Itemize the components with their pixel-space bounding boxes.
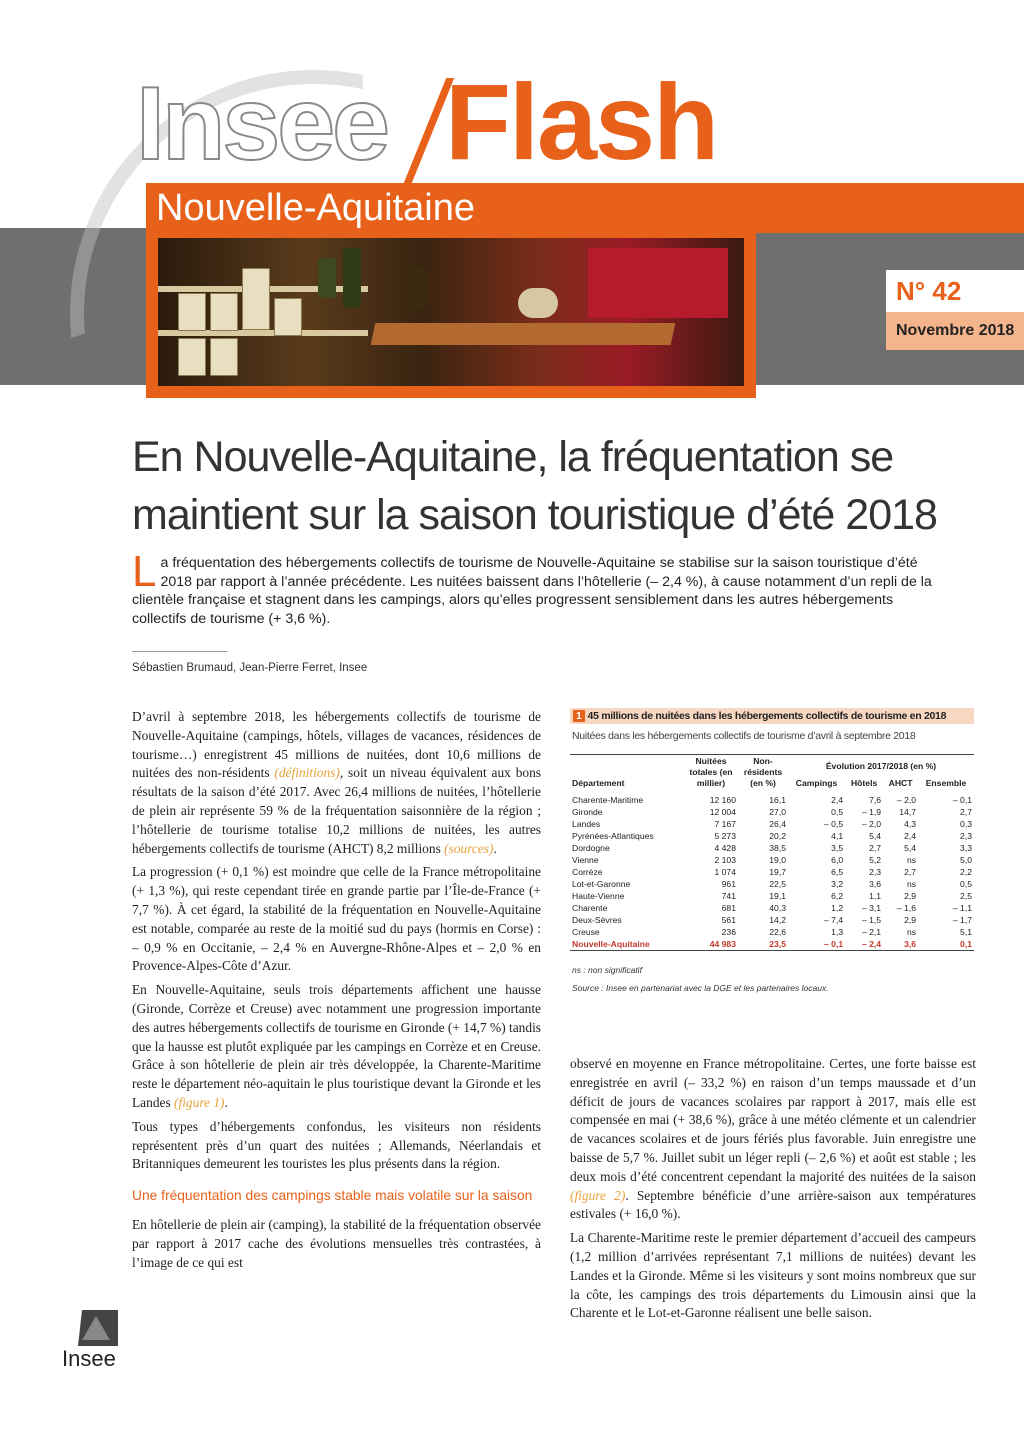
table-row	[570, 926, 974, 938]
table-cell-ahct: 2,9	[904, 915, 917, 925]
table-cell-ensemble: – 0,1	[952, 795, 972, 805]
col-header-nonres: Non-résidents (en %)	[738, 755, 788, 791]
table-cell-camping: – 0,1	[824, 939, 844, 949]
table-cell-nonres: 26,4	[769, 819, 786, 829]
table-cell-hotels: – 2,4	[861, 939, 882, 949]
col-header-dept: Département	[570, 755, 684, 791]
table-cell-dept: Gironde	[572, 807, 603, 817]
table-cell-total: 12 160	[709, 795, 736, 805]
table-cell-camping: 3,2	[831, 879, 844, 889]
table-cell-hotels: 2,3	[869, 867, 882, 877]
table-cell-ahct: – 1,6	[896, 903, 917, 913]
table-cell-total: 5 273	[714, 831, 736, 841]
table-cell-dept: Charente	[572, 903, 608, 913]
table-cell-camping: 0,5	[831, 807, 844, 817]
table-cell-total: 12 004	[709, 807, 736, 817]
chapeau	[132, 547, 947, 628]
data-table	[570, 754, 974, 951]
table-row	[570, 938, 974, 951]
table-cell-nonres: 38,5	[769, 843, 786, 853]
table-cell-total: 4 428	[714, 843, 736, 853]
figure-source: Source : Insee en partenariat avec la DGE et les partenaires locaux.	[572, 983, 829, 993]
insee-footer-logo	[62, 1310, 120, 1374]
left-column	[132, 708, 541, 1278]
table-cell-dept: Charente-Maritime	[572, 795, 644, 805]
table-cell-camping: 4,1	[831, 831, 844, 841]
table-cell-dept: Corrèze	[572, 867, 603, 877]
table-cell-nonres: 14,2	[769, 915, 786, 925]
paragraph: D’avril à septembre 2018, les hébergements collectifs de tourisme de Nouvelle-Aquitaine (campings, hôtels, villages de vacances, résidences de tourisme…) enregistrent 45 millions de nuitées, dont 10,6 millions de nuitées des non-résidents (définitions), soit un niveau équivalent aux bons résultats de la saison d’été 2017. Avec 26,4 millions de nuitées, l’hôtellerie de plein air représente 59 % de la fréquentation saisonnière de la région ; l’hôtellerie de tourisme totalise 10,2 millions de nuitées, les autres hébergements collectifs de tourisme (AHCT) 8,2 millions (sources).	[132, 709, 541, 856]
section-title: Une fréquentation des campings stable mais volatile sur la saison	[132, 1188, 533, 1204]
table-cell-ahct: 2,9	[904, 891, 917, 901]
table-cell-nonres: 40,3	[769, 903, 786, 913]
table-row	[570, 914, 974, 926]
definitions-link[interactable]: (définitions)	[274, 765, 340, 781]
table-cell-dept: Deux-Sèvres	[572, 915, 622, 925]
table-cell-nonres: 27,0	[769, 807, 786, 817]
table-cell-ensemble: 2,7	[960, 807, 972, 817]
table-cell-ensemble: 2,3	[960, 831, 972, 841]
table-cell-nonres: 16,1	[769, 795, 786, 805]
figure-1-link[interactable]: (figure 1)	[174, 1094, 225, 1110]
table-cell-ensemble: 0,1	[960, 939, 972, 949]
table-cell-hotels: – 1,5	[861, 915, 882, 925]
table-cell-hotels: 1,1	[869, 891, 882, 901]
paragraph: En hôtellerie de plein air (camping), la stabilité de la fréquentation observée par rapport à 2017 cache des évolutions mensuelles très contrastées, à l’image de ce qui est	[132, 1217, 541, 1270]
table-cell-hotels: – 2,0	[861, 819, 882, 829]
table-cell-camping: – 0,5	[824, 819, 844, 829]
table-cell-ensemble: 0,3	[960, 819, 972, 829]
issue-info	[886, 270, 1024, 350]
table-cell-nonres: 22,6	[769, 927, 786, 937]
right-column	[570, 1055, 976, 1328]
table-cell-nonres: 20,2	[769, 831, 786, 841]
table-row	[570, 830, 974, 842]
table-cell-ahct: 14,7	[899, 807, 917, 817]
figure-note	[572, 961, 974, 997]
table-row	[570, 902, 974, 914]
table-cell-dept: Creuse	[572, 927, 600, 937]
table-cell-camping: 6,0	[831, 855, 844, 865]
table-cell-ensemble: 2,5	[960, 891, 972, 901]
table-cell-nonres: 19,0	[769, 855, 786, 865]
table-cell-ensemble: 2,2	[960, 867, 972, 877]
table-cell-ensemble: – 1,1	[952, 903, 972, 913]
table-cell-ahct: 5,4	[904, 843, 917, 853]
table-cell-total: 681	[721, 903, 736, 913]
issue-date: Novembre 2018	[886, 312, 1024, 350]
table-cell-camping: 2,4	[831, 795, 844, 805]
col-header-evolution: Évolution 2017/2018 (en %)	[788, 755, 974, 773]
table-cell-hotels: 7,6	[869, 795, 882, 805]
col-header-total: Nuitées totales (en millier)	[684, 755, 738, 791]
author-rule	[132, 651, 227, 652]
table-cell-camping: 6,5	[831, 867, 844, 877]
chapeau-text: a fréquentation des hébergements collectifs de tourisme de Nouvelle-Aquitaine se stabilise sur la saison touristique d’été 2018 par rapport à l’année précédente. Les nuitées baissent dans l’hôtellerie (– 2,4 %), à cause notamment d’un repli de la clientèle française et stagnent dans les campings, alors qu’elles progressent sensiblement dans les autres hébergements collectifs de tourisme (+ 3,6 %).	[132, 555, 932, 627]
table-row	[570, 890, 974, 902]
table-cell-ahct: ns	[906, 879, 917, 889]
table-cell-hotels: 5,4	[869, 831, 882, 841]
table-cell-dept: Haute-Vienne	[572, 891, 625, 901]
table-cell-hotels: 5,2	[869, 855, 882, 865]
table-cell-camping: 1,3	[831, 927, 844, 937]
table-cell-camping: 6,2	[831, 891, 844, 901]
table-cell-total: 236	[721, 927, 736, 937]
figure-title: 1 45 millions de nuitées dans les hébergements collectifs de tourisme en 2018	[570, 708, 974, 724]
table-cell-nonres: 23,5	[769, 939, 786, 949]
table-cell-ensemble: 3,3	[960, 843, 972, 853]
table-cell-camping: – 7,4	[824, 915, 844, 925]
table-cell-ensemble: 5,1	[960, 927, 972, 937]
header-photo	[158, 238, 744, 386]
sources-link[interactable]: (sources)	[444, 840, 494, 856]
figure-1	[570, 708, 974, 997]
table-cell-hotels: – 1,9	[861, 807, 882, 817]
table-cell-total: 7 167	[714, 819, 736, 829]
table-row	[570, 842, 974, 854]
paragraph: observé en moyenne en France métropolitaine. Certes, une forte baisse est enregistrée en avril (– 33,2 %) en raison d’un temps maussade et d’un déficit de jours de vacances scolaires par rapport à 2017, mais elle est compensée en mai (+ 38,6 %), grâce à une météo clémente et un calendrier de vacances scolaires et de jours fériés plus favorable. Juin enregistre une baisse de 5,7 %. Juillet subit un léger repli (– 2,6 %) et août est stable ; les deux mois d’été concentrent cependant la majorité des nuitées de la saison (figure 2). Septembre bénéficie d’une arrière-saison aux températures estivales (+ 16,0 %).	[570, 1056, 976, 1222]
figure-number: 1	[573, 710, 585, 722]
table-cell-dept: Pyrénées-Atlantiques	[572, 831, 654, 841]
table-cell-dept: Landes	[572, 819, 601, 829]
table-cell-ahct: 3,6	[904, 939, 917, 949]
table-cell-ensemble: – 1,7	[952, 915, 972, 925]
table-cell-ahct: ns	[906, 855, 917, 865]
table-cell-ensemble: 5,0	[960, 855, 972, 865]
table-cell-total: 2 103	[714, 855, 736, 865]
insee-logo-text: Insee	[136, 66, 387, 182]
table-row	[570, 806, 974, 818]
note-ns: ns : non significatif	[572, 965, 642, 975]
paragraph: La progression (+ 0,1 %) est moindre que celle de la France métropolitaine (+ 1,3 %), qui reste cependant tirée en grande partie par l’Île-de-France (+ 7,7 %). À cet égard, la stabilité de la fréquentation en Nouvelle-Aquitaine est notable, comparée au reste de la moitié sud du pays (hormis en Corse) : – 0,9 % en Occitanie, – 2,4 % en Auvergne-Rhône-Alpes et – 2,0 % en Provence-Alpes-Côte d’Azur.	[132, 864, 541, 974]
table-cell-ahct: 2,7	[904, 867, 917, 877]
table-cell-dept: Nouvelle-Aquitaine	[572, 939, 650, 949]
table-row	[570, 878, 974, 890]
table-cell-hotels: 3,6	[869, 879, 882, 889]
table-cell-ahct: ns	[906, 927, 917, 937]
table-cell-nonres: 22,5	[769, 879, 786, 889]
figure-2-link[interactable]: (figure 2)	[570, 1187, 626, 1203]
figure-subtitle: Nuitées dans les hébergements collectifs de tourisme d’avril à septembre 2018	[572, 730, 916, 742]
table-cell-total: 741	[721, 891, 736, 901]
insee-footer-text: Insee	[62, 1346, 116, 1371]
issue-number: N° 42	[886, 270, 1024, 312]
table-row	[570, 866, 974, 878]
flash-logo-text: Flash	[445, 61, 718, 182]
table-cell-ahct: – 2,0	[896, 795, 917, 805]
table-cell-nonres: 19,1	[769, 891, 786, 901]
paragraph: Tous types d’hébergements confondus, les visiteurs non résidents représentent près d’un quart des nuitées ; Allemands, Néerlandais et Britanniques demeurent les touristes les plus présents dans la région.	[132, 1118, 541, 1172]
author-line: Sébastien Brumaud, Jean-Pierre Ferret, Insee	[132, 662, 368, 674]
col-header-ahct: AHCT	[888, 778, 913, 788]
table-cell-total: 961	[721, 879, 736, 889]
table-cell-ahct: 2,4	[904, 831, 917, 841]
paragraph: En Nouvelle-Aquitaine, seuls trois départements affichent une hausse (Gironde, Corrèze et Creuse) avec notamment une progression importante des autres hébergements collectifs de tourisme en Gironde (+ 14,7 %) tandis que la hausse est plutôt expliquée par les campings en Corrèze et en Creuse. Grâce à son hôtellerie de plein air très développée, la Charente-Maritime reste le département néo-aquitain le plus touristique devant la Gironde et les Landes (figure 1).	[132, 982, 541, 1110]
table-cell-ensemble: 0,5	[960, 879, 972, 889]
table-cell-dept: Dordogne	[572, 843, 610, 853]
paragraph: La Charente-Maritime reste le premier département d’accueil des campeurs (1,2 million d’arrivées représentant 7,1 millions de nuitées) devant les Landes et la Gironde. Même si les visiteurs y sont moins nombreux que sur la côte, les campings des trois départements du Limousin ainsi que la Charente et le Lot-et-Garonne réalisent une belle saison.	[570, 1230, 976, 1321]
table-row	[570, 818, 974, 830]
page-title: En Nouvelle-Aquitaine, la fréquentation se maintient sur la saison touristique d’été 2018	[132, 433, 937, 539]
table-cell-hotels: 2,7	[869, 843, 882, 853]
table-cell-total: 44 983	[709, 939, 736, 949]
table-cell-dept: Lot-et-Garonne	[572, 879, 631, 889]
table-cell-hotels: – 2,1	[861, 927, 882, 937]
table-row	[570, 790, 974, 806]
table-cell-nonres: 19,7	[769, 867, 786, 877]
drop-cap: L	[132, 547, 157, 596]
table-cell-total: 1 074	[714, 867, 736, 877]
table-cell-total: 561	[721, 915, 736, 925]
col-header-hotels: Hôtels	[850, 778, 878, 788]
table-cell-camping: 3,5	[831, 843, 844, 853]
table-cell-camping: 1,2	[831, 903, 844, 913]
col-header-camping: Campings	[795, 778, 838, 788]
table-row	[570, 854, 974, 866]
region-name: Nouvelle-Aquitaine	[156, 187, 475, 229]
col-header-ensemble: Ensemble	[925, 778, 967, 788]
table-cell-hotels: – 3,1	[861, 903, 882, 913]
table-cell-dept: Vienne	[572, 855, 599, 865]
table-cell-ahct: 4,3	[904, 819, 917, 829]
